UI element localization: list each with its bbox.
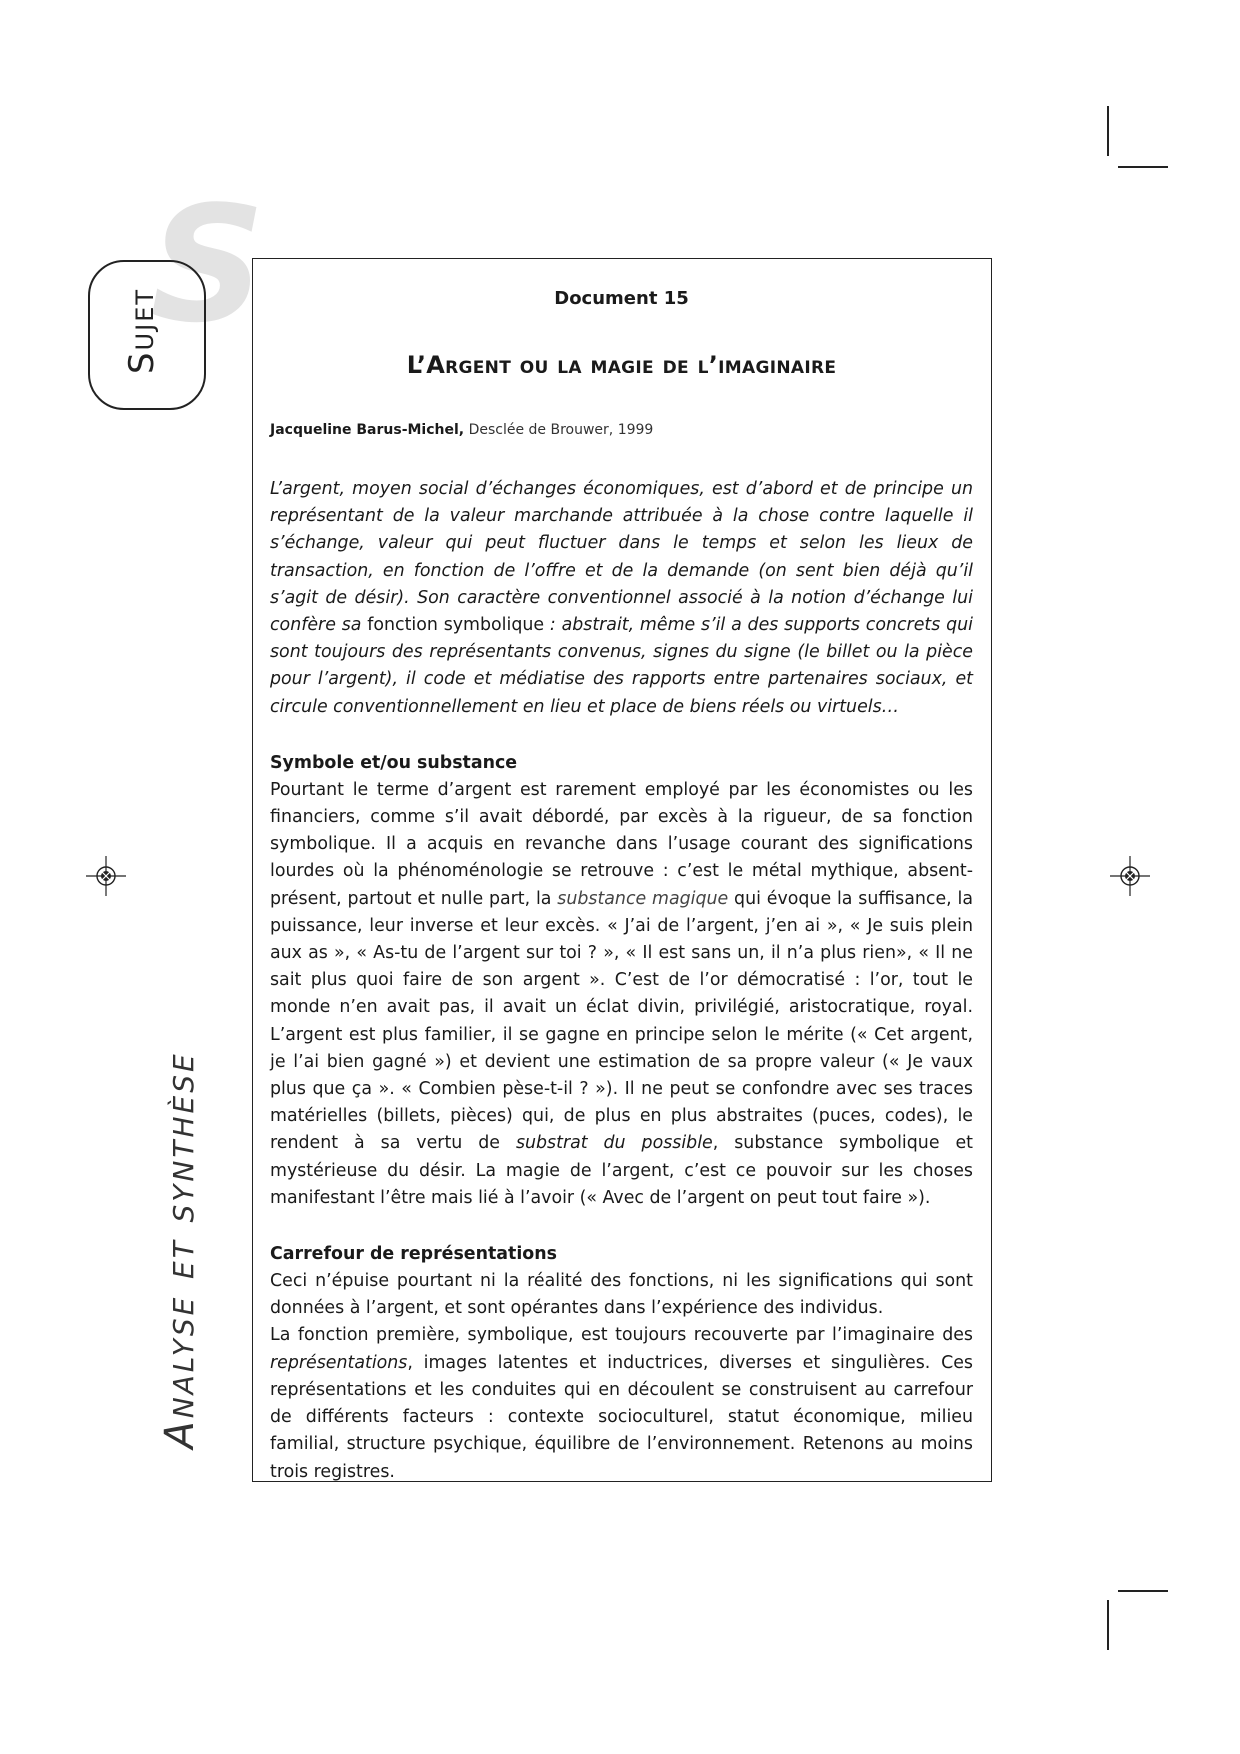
crop-mark-top-vertical (1107, 106, 1109, 156)
symbole-emphasis-2: substrat du possible (515, 1133, 713, 1154)
byline (270, 420, 973, 440)
document-number: Document 15 (554, 288, 689, 309)
symbole-text-2: qui évoque la suffisance, la puissance, leur inverse et leur excès. « J’ai de l’argent, j’en ai », « Je suis plein aux as », « As-tu de l’argent sur toi ? », « Il est sans un, il n’a plus rien», « Il ne sait plus quoi faire de son argent ». C’est de l’or démocratisé : l’or, tout le monde n’en avait pas, il avait un éclat divin, privilégié, aristocratique, royal. L’argent est plus familier, il se gagne en principe selon le mérite (« Cet argent, je l’ai bien gagné ») et devient une estimation de sa propre valeur (« Je vaux plus que ça ». « Combien pèse-t-il ? »). Il ne peut se confondre avec ses traces matérielles (billets, pièces) qui, de plus en plus abstraites (puces, codes), le rendent à sa vertu de (270, 888, 973, 1154)
crop-mark-bottom-horizontal (1118, 1590, 1168, 1592)
registration-mark-right-icon (1110, 856, 1150, 896)
crop-mark-top-horizontal (1118, 166, 1168, 168)
carrefour-text-1: La fonction première, symbolique, est toujours recouverte par l’imaginaire des (270, 1325, 973, 1346)
symbole-text-1: Pourtant le terme d’argent est rarement employé par les économistes ou les financiers, comme s’il avait débordé, par excès à la rigueur, de sa fonction symbolique. Il a acquis en revanche dans l’usage courant des significations lourdes où la phénoménologie se retrouve : c’est le métal mythique, absent-présent, partout et nulle part, la (270, 779, 973, 909)
carrefour-emphasis: représentations (270, 1352, 408, 1373)
section-side-title: Analyse et synthèse (157, 1051, 203, 1449)
intro-text-2: : abstrait, même s’il a des supports concrets qui sont toujours des représentants convenus, signes du signe (le billet ou la pièce pour l’argent), il code et médiatise des rapports entre partenaires sociaux, et circule conventionnellement en lieu et place de biens réels ou virtuels… (270, 615, 973, 717)
symbole-emphasis-1: substance magique (557, 888, 729, 909)
author-name: Jacqueline Barus-Michel, (270, 422, 465, 438)
crop-mark-bottom-vertical (1107, 1600, 1109, 1650)
decorative-big-letter: S (150, 171, 266, 358)
section-heading-carrefour: Carrefour de représentations (270, 1244, 557, 1265)
sujet-label: Sujet (122, 287, 162, 375)
section-paragraph-symbole (270, 777, 973, 1212)
section-heading-symbole: Symbole et/ou substance (270, 752, 518, 773)
document-frame (252, 258, 992, 1482)
carrefour-text-2: , images latentes et inductrices, diverses et singulières. Ces représentations et les conduites qui en découlent se construisent au carrefour de différents facteurs : contexte socioculturel, statut économique, milieu familial, structure psychique, équilibre de l’environnement. Retenons au moins trois registres. (270, 1352, 973, 1482)
carrefour-paragraph-1: Ceci n’épuise pourtant ni la réalité des fonctions, ni les significations qui sont données à l’argent, et sont opérantes dans l’expérience des individus. (270, 1271, 973, 1319)
registration-mark-left-icon (86, 856, 126, 896)
publisher-info: Desclée de Brouwer, 1999 (464, 422, 654, 438)
intro-text-1: L’argent, moyen social d’échanges économiques, est d’abord et de principe un représentant de la valeur marchande attribuée à la chose contre laquelle il s’échange, valeur qui peut fluctuer dans le temps et selon les lieux de transaction, en fonction de l’offre et de la demande (on sent bien déjà qu’il s’agit de désir). Son caractère conventionnel associé à la notion d’échange lui confère sa (270, 479, 973, 636)
document-title: L’Argent ou la magie de l’imaginaire (406, 351, 837, 379)
carrefour-paragraph-2 (270, 1322, 973, 1485)
intro-paragraph (270, 476, 973, 721)
symbole-text-3: , substance symbolique et mystérieuse du désir. La magie de l’argent, c’est ce pouvoir sur les choses manifestant l’être mais lié à l’avoir (« Avec de l’argent on peut tout faire »). (270, 1133, 973, 1208)
intro-text-upright: fonction symbolique (367, 615, 545, 636)
